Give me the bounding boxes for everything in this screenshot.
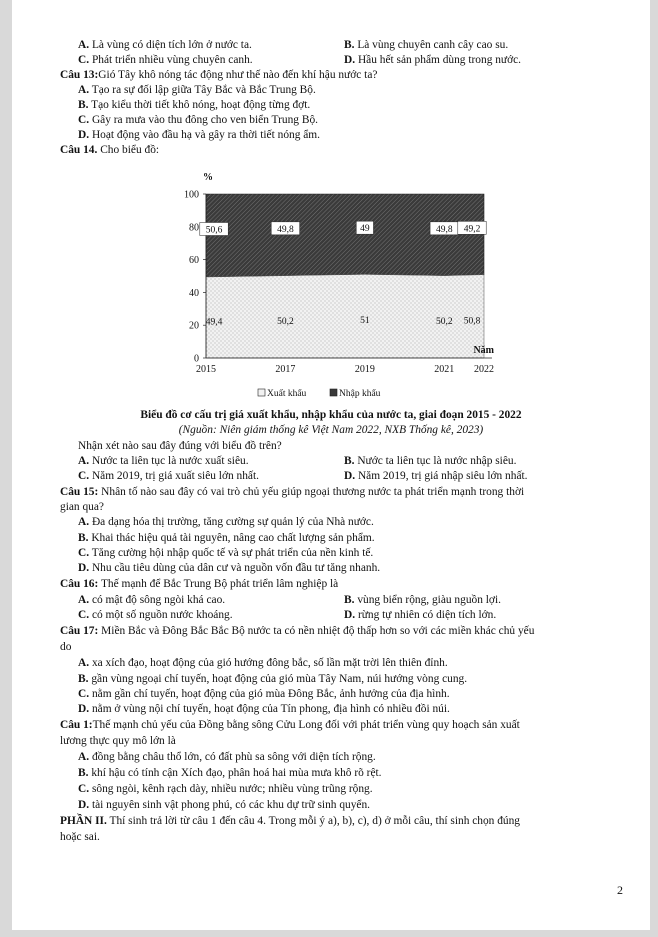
y-axis-unit-label: %	[203, 172, 213, 183]
x-axis-title: Năm	[473, 345, 494, 356]
import-data-label: 49,2	[463, 224, 481, 235]
q14-question: Nhận xét nào sau đây đúng với biểu đồ trên?	[78, 440, 282, 452]
export-data-label: 50,2	[435, 316, 453, 327]
q17-option-b: B. gần vùng ngoại chí tuyến, hoạt động của gió mùa Tây Nam, núi hướng vòng cung.	[78, 673, 468, 685]
legend-import-swatch	[330, 389, 337, 396]
question-17: Câu 17: Miền Bắc và Đông Bắc Bắc Bộ nước ta có nền nhiệt độ thấp hơn so với các miền khác chủ yếu	[60, 625, 535, 637]
part-2-instruction: PHẦN II. Thí sinh trả lời từ câu 1 đến câu 4. Trong mỗi ý a), b), c), d) ở mỗi câu, thí sinh chọn đúng	[60, 815, 521, 827]
x-tick-label: 2021	[434, 364, 455, 375]
q15-option-d: D. Nhu cầu tiêu dùng của dân cư và nguồn vốn đầu tư tăng nhanh.	[78, 562, 381, 574]
question-18-cont: lương thực quy mô lớn là	[60, 735, 176, 747]
x-tick-label: 2022	[474, 364, 494, 375]
export-data-label: 49,4	[205, 317, 223, 328]
q16-option-a: A. có mật độ sông ngòi khá cao.	[78, 594, 226, 606]
part-2-instruction-cont: hoặc sai.	[60, 831, 100, 843]
question-15: Câu 15: Nhân tố nào sau đây có vai trò chủ yếu giúp ngoại thương nước ta phát triển mạnh trong thời	[60, 486, 525, 498]
legend-export-label: Xuất khẩu	[267, 389, 307, 399]
y-tick-label: 20	[189, 320, 199, 332]
q16-option-b: B. vùng biển rộng, giàu nguồn lợi.	[344, 594, 501, 606]
x-tick-label: 2015	[196, 364, 216, 375]
y-tick-label: 40	[189, 287, 199, 299]
prev-option-b: B. Là vùng chuyên canh cây cao su.	[344, 39, 509, 51]
q17-option-c: C. nằm gần chí tuyến, hoạt động của gió mùa Đông Bắc, ảnh hưởng của địa hình.	[78, 688, 450, 700]
question-14: Câu 14. Cho biểu đồ:	[60, 144, 160, 156]
import-data-label: 49,8	[435, 224, 453, 235]
q16-option-c: C. có một số nguồn nước khoáng.	[78, 609, 233, 621]
q18-option-b: B. khí hậu có tính cận Xích đạo, phân hoá hai mùa mưa khô rõ rệt.	[78, 767, 382, 779]
q13-option-d: D. Hoạt động vào đầu hạ và gây ra thời tiết nóng ẩm.	[78, 129, 321, 141]
q15-option-a: A. Đa dạng hóa thị trường, tăng cường sự quản lý của Nhà nước.	[78, 516, 374, 528]
q15-option-c: C. Tăng cường hội nhập quốc tế và sự phát triển của nền kinh tế.	[78, 547, 374, 559]
q15-option-b: B. Khai thác hiệu quả tài nguyên, nâng cao chất lượng sản phẩm.	[78, 532, 375, 544]
q18-option-d: D. tài nguyên sinh vật phong phú, có các khu dự trữ sinh quyển.	[78, 799, 371, 811]
export-data-label: 51	[360, 316, 370, 327]
exam-page	[12, 0, 650, 930]
q14-option-a: A. Nước ta liên tục là nước xuất siêu.	[78, 455, 249, 467]
import-data-label: 49,8	[277, 224, 294, 235]
q17-option-a: A. xa xích đạo, hoạt động của gió hướng đông bắc, số lần mặt trời lên thiên đỉnh.	[78, 657, 448, 669]
question-17-cont: do	[60, 641, 72, 653]
q16-option-d: D. rừng tự nhiên có diện tích lớn.	[344, 609, 497, 621]
q14-option-c: C. Năm 2019, trị giá xuất siêu lớn nhất.	[78, 470, 259, 482]
question-18: Câu 1:Thế mạnh chủ yếu của Đồng bằng sông Cửu Long đối với phát triển vùng quy hoạch sản xuất	[60, 719, 520, 731]
question-13: Câu 13:Gió Tây khô nóng tác động như thế nào đến khí hậu nước ta?	[60, 69, 378, 81]
q17-option-d: D. nằm ở vùng nội chí tuyến, hoạt động của Tín phong, địa hình có nhiều đồi núi.	[78, 703, 450, 715]
q18-option-c: C. sông ngòi, kênh rạch dày, nhiều nước; nhiều vùng trũng rộng.	[78, 783, 373, 795]
x-tick-label: 2017	[275, 364, 296, 375]
y-tick-label: 0	[194, 353, 199, 365]
y-tick-label: 100	[184, 189, 199, 201]
export-data-label: 50,2	[277, 316, 294, 327]
page-number: 2	[617, 883, 623, 897]
question-15-cont: gian qua?	[60, 501, 104, 513]
export-data-label: 50,8	[463, 316, 481, 327]
import-data-label: 49	[360, 224, 370, 235]
chart-caption: Biểu đồ cơ cấu trị giá xuất khẩu, nhập khẩu của nước ta, giai đoạn 2015 - 2022	[140, 409, 522, 421]
prev-option-d: D. Hầu hết sản phẩm dùng trong nước.	[344, 54, 522, 66]
question-16: Câu 16: Thế mạnh để Bắc Trung Bộ phát triển lâm nghiệp là	[60, 578, 339, 590]
stacked-area-chart	[162, 162, 522, 402]
chart-source: (Nguồn: Niên giám thống kê Việt Nam 2022, NXB Thống kê, 2023)	[178, 424, 484, 436]
y-tick-label: 80	[189, 222, 199, 234]
q14-option-b: B. Nước ta liên tục là nước nhập siêu.	[344, 455, 517, 467]
import-area	[206, 194, 484, 277]
legend-export-swatch	[258, 389, 265, 396]
q14-option-d: D. Năm 2019, trị giá nhập siêu lớn nhất.	[344, 470, 528, 482]
q13-option-c: C. Gây ra mưa vào thu đông cho ven biển Trung Bộ.	[78, 114, 318, 126]
import-data-label: 50,6	[205, 225, 223, 236]
q13-option-b: B. Tạo kiểu thời tiết khô nóng, hoạt động từng đợt.	[78, 99, 311, 111]
q13-option-a: A. Tạo ra sự đối lập giữa Tây Bắc và Bắc Trung Bộ.	[78, 84, 316, 96]
prev-option-a: A. Là vùng có diện tích lớn ở nước ta.	[78, 39, 252, 51]
x-tick-label: 2019	[354, 364, 375, 375]
q18-option-a: A. đồng bằng châu thổ lớn, có đất phù sa sông với diện tích rộng.	[78, 751, 376, 763]
legend-import-label: Nhập khẩu	[339, 389, 381, 399]
prev-option-c: C. Phát triển nhiều vùng chuyên canh.	[78, 54, 253, 66]
y-tick-label: 60	[189, 255, 199, 267]
